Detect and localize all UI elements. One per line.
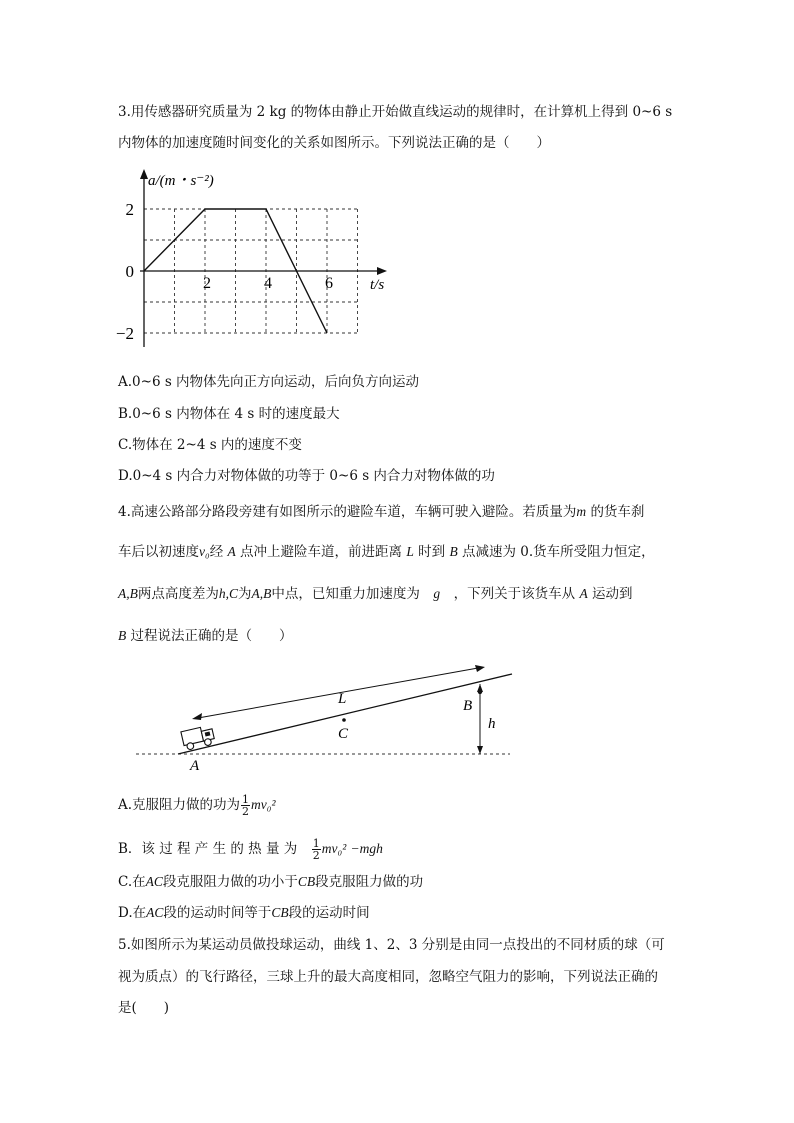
y-axis-arrow	[140, 169, 148, 179]
label-h: h	[488, 716, 496, 732]
arrow-head-left	[192, 713, 202, 720]
x-tick-label: 4	[264, 275, 272, 292]
x-tick-label: 6	[325, 275, 333, 292]
escape-ramp-diagram	[130, 662, 530, 777]
y-axis-label: a/(m・s⁻²)	[148, 173, 214, 189]
y-tick-label: 0	[125, 262, 134, 281]
fraction-half: $\frac{1}{2}$	[242, 793, 250, 818]
q4-stem-line3: A,B两点高度差为h,C为A,B中点，已知重力加速度为 g ，下列关于该货车从 A 运动到	[118, 586, 633, 602]
q4-option-b: B．该 过 程 产 生 的 热 量 为 $\frac{1}{2}$ mv₀² −mgh	[118, 837, 383, 862]
q3-option-b: B.0~6 s 内物体在 4 s 时的速度最大	[118, 406, 340, 422]
label-a: A	[190, 758, 200, 774]
q3-option-c: C.物体在 2~4 s 内的速度不变	[118, 437, 302, 453]
q3-option-a: A.0~6 s 内物体先向正方向运动，后向负方向运动	[118, 374, 420, 390]
x-tick-label: 2	[203, 275, 211, 292]
q3-stem-line2: 内物体的加速度随时间变化的关系如图所示。下列说法正确的是（ ）	[118, 135, 550, 151]
q4-option-a: A.克服阻力做的功为 $\frac{1}{2}$ mv₀²	[118, 793, 276, 818]
point-c-marker	[342, 718, 346, 722]
ramp-surface	[178, 674, 512, 754]
y-tick-label: −2	[115, 324, 134, 343]
x-axis-label: t/s	[370, 277, 385, 293]
label-c: C	[338, 726, 349, 742]
q4-stem-line2: 车后以初速度v₀经 A 点冲上避险车道，前进距离 L 时到 B 点减速为 0.货车所受阻力恒定，	[118, 544, 655, 560]
q4-stem-line1: 4.高速公路部分路段旁建有如图所示的避险车道，车辆可驶入避险。若质量为m 的货车刹	[118, 504, 645, 520]
point-b-marker	[478, 690, 482, 694]
label-b: B	[463, 698, 473, 714]
q4-stem-line4: B 过程说法正确的是（ ）	[118, 628, 293, 644]
x-axis-arrow	[377, 267, 387, 275]
label-l: L	[338, 691, 347, 707]
fraction-half-b: $\frac{1}{2}$	[312, 837, 320, 862]
y-tick-label: 2	[125, 200, 134, 219]
q3-option-d: D.0~4 s 内合力对物体做的功等于 0~6 s 内合力对物体做的功	[118, 468, 495, 484]
q3-stem-line1: 3.用传感器研究质量为 2 kg 的物体由静止开始做直线运动的规律时，在计算机上得到 0~6 s	[118, 104, 673, 120]
q5-stem-line3: 是( )	[118, 1000, 170, 1016]
acceleration-time-chart	[112, 166, 402, 356]
q4-option-c: C.在AC段克服阻力做的功小于CB段克服阻力做的功	[118, 874, 424, 890]
q4-option-d: D.在AC段的运动时间等于CB段的运动时间	[118, 905, 370, 921]
q5-stem-line2: 视为质点）的飞行路径，三球上升的最大高度相同，忽略空气阻力的影响，下列说法正确的	[118, 969, 658, 985]
arrow-head-right	[475, 665, 485, 672]
chart-axes	[140, 169, 387, 347]
q5-stem-line1: 5.如图所示为某运动员做投球运动，曲线 1、2、3 分别是由同一点投出的不同材质的球（可	[118, 937, 665, 953]
